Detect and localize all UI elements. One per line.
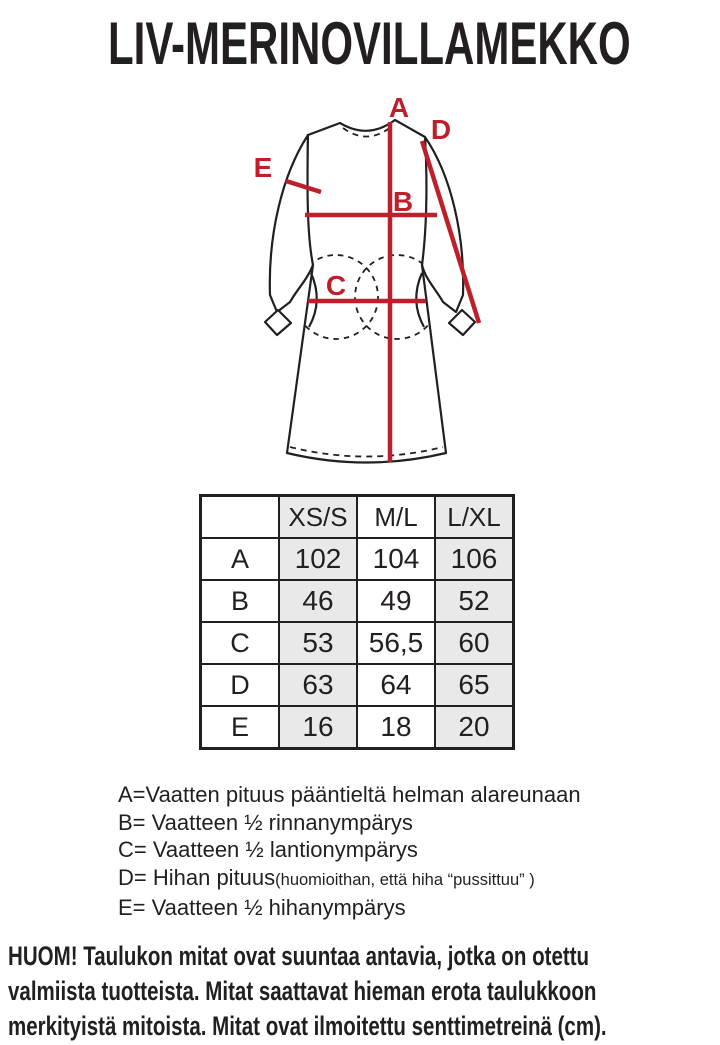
note-line-3: merkityistä mitoista. Mitat ovat ilmoitettu senttimetreinä (cm).: [8, 1011, 607, 1041]
size-table: [199, 494, 515, 750]
measurement-label-a: A: [388, 95, 410, 123]
table-cell: 102: [279, 538, 357, 580]
left-cuff: [265, 310, 291, 335]
column-header-xs-s: XS/S: [279, 496, 357, 539]
left-sleeve: [270, 135, 313, 312]
row-label-e: E: [201, 706, 280, 749]
table-row: [201, 538, 514, 580]
table-cell: 20: [435, 706, 514, 749]
measurement-label-b: B: [392, 186, 414, 217]
dress-body-outline: [287, 120, 446, 463]
legend-line-c: C= Vaatteen ½ lantionympärys: [118, 837, 418, 862]
table-corner-cell: [201, 496, 280, 539]
legend-line-e: E= Vaatteen ½ hihanympärys: [118, 895, 406, 920]
note-line-2: valmiista tuotteista. Mitat saattavat hieman erota taulukkoon: [8, 976, 597, 1006]
measurement-label-c: C: [325, 270, 347, 301]
measurement-legend: [118, 781, 581, 922]
note-line-1: HUOM! Taulukon mitat ovat suuntaa antavia, jotka on otettu: [8, 941, 590, 971]
column-header-l-xl: L/XL: [435, 496, 514, 539]
table-cell: 56,5: [357, 622, 435, 664]
measurement-label-e: E: [253, 152, 273, 183]
measurement-label-d: D: [430, 114, 452, 145]
legend-line-a: A=Vaatten pituus pääntieltä helman alareunaan: [118, 782, 581, 807]
row-label-a: A: [201, 538, 280, 580]
table-cell: 16: [279, 706, 357, 749]
table-cell: 53: [279, 622, 357, 664]
table-cell: 52: [435, 580, 514, 622]
table-row: [201, 664, 514, 706]
table-cell: 18: [357, 706, 435, 749]
table-row: [201, 622, 514, 664]
row-label-d: D: [201, 664, 280, 706]
table-cell: 64: [357, 664, 435, 706]
table-header-row: [201, 496, 514, 539]
right-cuff: [449, 310, 475, 335]
table-cell: 46: [279, 580, 357, 622]
table-cell: 49: [357, 580, 435, 622]
legend-line-d-note: (huomioithan, että hiha “pussittuu” ): [275, 870, 535, 889]
table-cell: 60: [435, 622, 514, 664]
table-row: [201, 580, 514, 622]
table-cell: 104: [357, 538, 435, 580]
table-row: [201, 706, 514, 749]
legend-line-b: B= Vaatteen ½ rinnanympärys: [118, 809, 413, 835]
legend-line-d-main: D= Hihan pituus: [118, 864, 276, 890]
table-cell: 63: [279, 664, 357, 706]
column-header-m-l: M/L: [357, 496, 435, 539]
legend-line-d: [118, 864, 581, 895]
dress-diagram: [240, 95, 500, 485]
disclaimer-note: [8, 939, 692, 1044]
row-label-c: C: [201, 622, 280, 664]
row-label-b: B: [201, 580, 280, 622]
page-title: LIV-MERINOVILLAMEKKO: [108, 10, 631, 77]
table-cell: 106: [435, 538, 514, 580]
table-cell: 65: [435, 664, 514, 706]
